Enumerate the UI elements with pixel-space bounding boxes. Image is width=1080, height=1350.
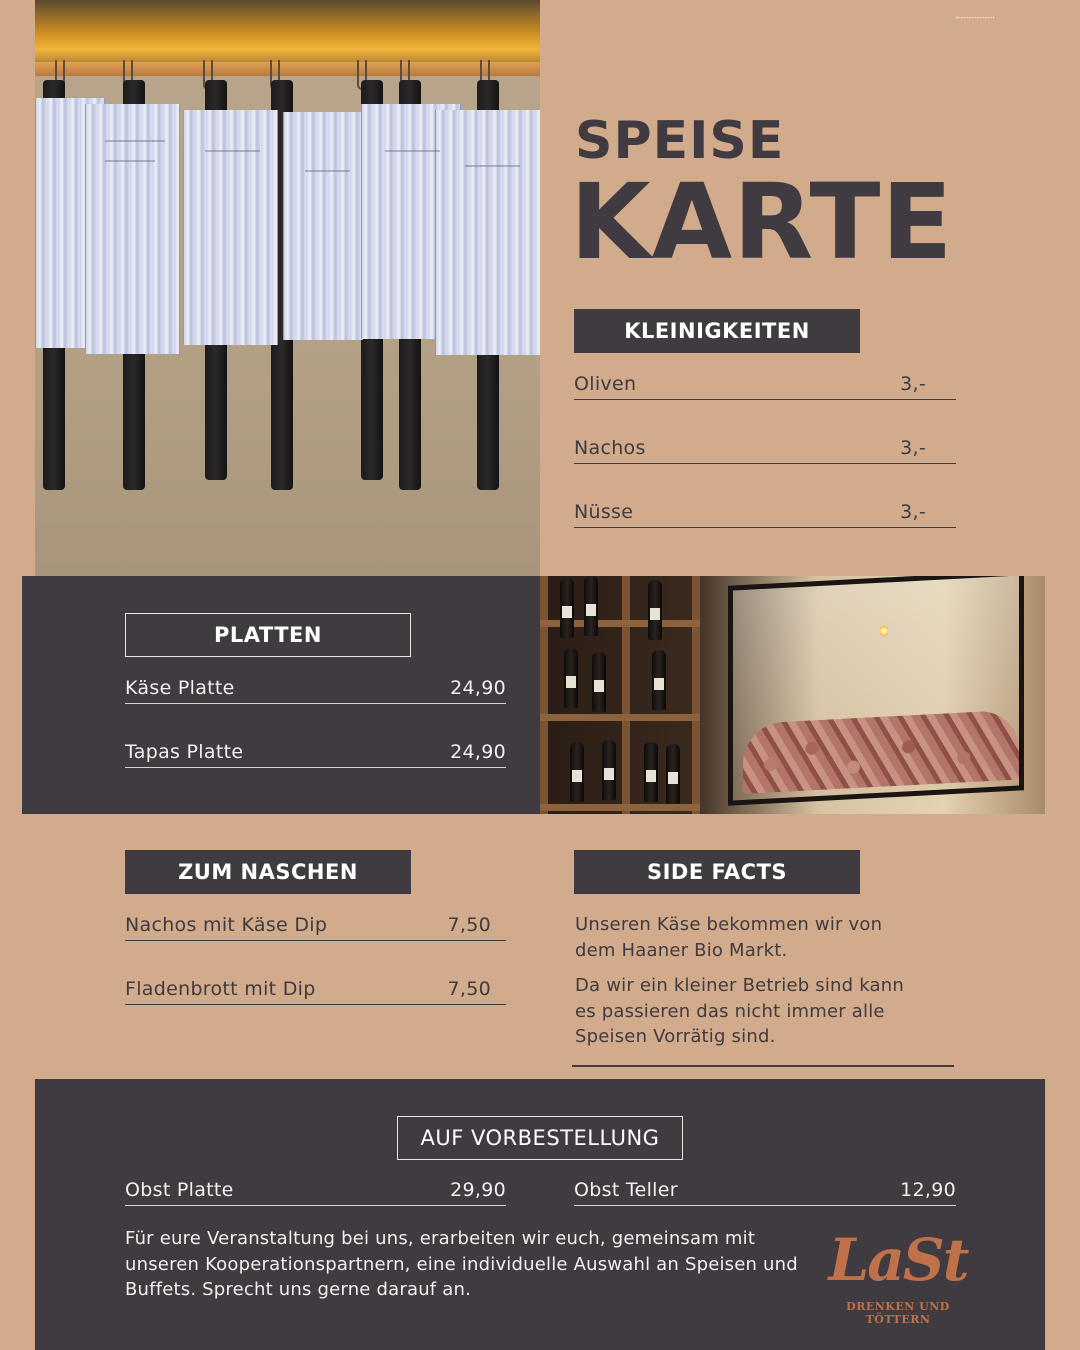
item-price: 12,90 xyxy=(900,1179,956,1201)
logo-tagline: DRENKEN UND TÖTTERN xyxy=(846,1300,950,1326)
divider xyxy=(572,1065,954,1067)
item-name: Tapas Platte xyxy=(125,741,244,763)
title-speise: SPEISE xyxy=(575,111,785,171)
item-name: Nachos xyxy=(574,437,646,459)
last-logo xyxy=(820,1226,976,1326)
menu-item xyxy=(125,973,506,1005)
item-name: Nüsse xyxy=(574,501,634,523)
wine-shelf-photo xyxy=(540,576,1045,814)
logo-mark: LaSt xyxy=(828,1226,968,1294)
platten-header: PLATTEN xyxy=(125,613,411,657)
item-name: Käse Platte xyxy=(125,677,235,699)
menu-item xyxy=(125,909,506,941)
menu-item xyxy=(574,496,956,528)
menu-item xyxy=(574,432,956,464)
kleinigkeiten-header: KLEINIGKEITEN xyxy=(574,309,860,353)
menu-item xyxy=(574,1174,956,1206)
item-price: 3,- xyxy=(900,373,926,395)
item-price: 24,90 xyxy=(450,677,506,699)
menu-item xyxy=(574,368,956,400)
zum-naschen-header: ZUM NASCHEN xyxy=(125,850,411,894)
item-name: Obst Platte xyxy=(125,1179,234,1201)
title-karte: KARTE xyxy=(570,161,954,283)
newspaper-rack-photo xyxy=(35,0,540,576)
side-fact-text: Unseren Käse bekommen wir von dem Haaner Bio Markt. xyxy=(575,914,883,961)
item-price: 7,50 xyxy=(447,978,491,1000)
item-name: Oliven xyxy=(574,373,637,395)
item-name: Obst Teller xyxy=(574,1179,678,1201)
item-price: 3,- xyxy=(900,501,926,523)
vorbestellung-header: AUF VORBESTELLUNG xyxy=(397,1116,683,1160)
menu-item xyxy=(125,672,506,704)
dotted-rule xyxy=(956,17,994,19)
menu-item xyxy=(125,1174,506,1206)
item-price: 29,90 xyxy=(450,1179,506,1201)
item-price: 24,90 xyxy=(450,741,506,763)
item-name: Nachos mit Käse Dip xyxy=(125,914,328,936)
item-price: 7,50 xyxy=(447,914,491,936)
menu-item xyxy=(125,736,506,768)
side-fact-text: Da wir ein kleiner Betrieb sind kann es passieren das nicht immer alle Speisen Vorrätig sind. xyxy=(575,975,904,1047)
item-price: 3,- xyxy=(900,437,926,459)
side-facts-header: SIDE FACTS xyxy=(574,850,860,894)
event-info-text: Für eure Veranstaltung bei uns, erarbeiten wir euch, gemeinsam mit unseren Kooperationspartnern, eine individuelle Auswahl an Speisen und Buffets. Sprecht uns gerne darauf an. xyxy=(125,1228,798,1300)
item-name: Fladenbrott mit Dip xyxy=(125,978,316,1000)
